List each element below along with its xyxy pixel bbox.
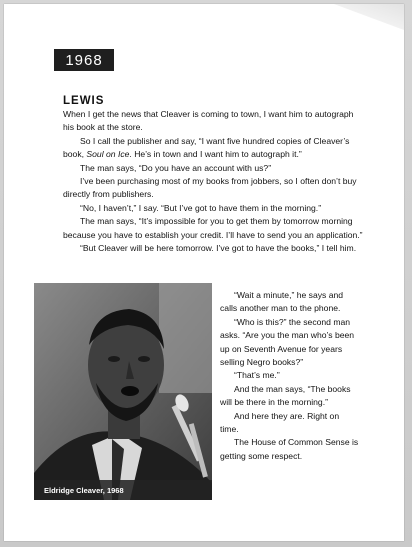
paragraph: “But Cleaver will be here tomorrow. I’ve got to have the books,” I tell him. [80, 243, 357, 254]
paragraph: The man says, “It’s impossible for you to get them by tomorrow morning because you have to establish your credit. I’ll have to send you an application.” [63, 216, 363, 240]
paragraph: I’ve been purchasing most of my books from jobbers, so I often don’t buy directly from publishers. [63, 176, 357, 200]
side-text [220, 289, 360, 463]
main-text [63, 108, 363, 255]
speaker-heading: LEWIS [63, 95, 105, 107]
paragraph: And here they are. Right on time. [220, 410, 340, 435]
photo-caption: Eldridge Cleaver, 1968 [34, 480, 212, 500]
paragraph: So I call the publisher and say, “I want five hundred copies of Cleaver’s book, Soul on Ice. He’s in town and I want him to autograph it.” [63, 135, 350, 160]
paragraph: “Wait a minute,” he says and calls another man to the phone. [220, 290, 344, 314]
paragraph: “That’s me.” [234, 370, 280, 381]
page-corner-shadow [334, 4, 404, 30]
paragraph: The man says, “Do you have an account with us?” [80, 162, 272, 173]
paragraph: “No, I haven’t,” I say. “But I’ve got to have them in the morning.” [80, 202, 322, 213]
paragraph: “Who is this?” the second man asks. “Are you the man who’s been up on Seventh Avenue for years selling Negro books?” [220, 316, 355, 368]
paragraph: When I get the news that Cleaver is coming to town, I want him to autograph his book at the store. [63, 109, 354, 133]
year-label: 1968 [54, 49, 114, 71]
paragraph: And the man says, “The books will be there in the morning.” [220, 383, 351, 408]
paragraph: The House of Common Sense is getting some respect. [220, 437, 359, 461]
portrait-photo [34, 283, 212, 500]
book-title: Soul on Ice [86, 149, 130, 160]
portrait-illustration [34, 283, 212, 500]
